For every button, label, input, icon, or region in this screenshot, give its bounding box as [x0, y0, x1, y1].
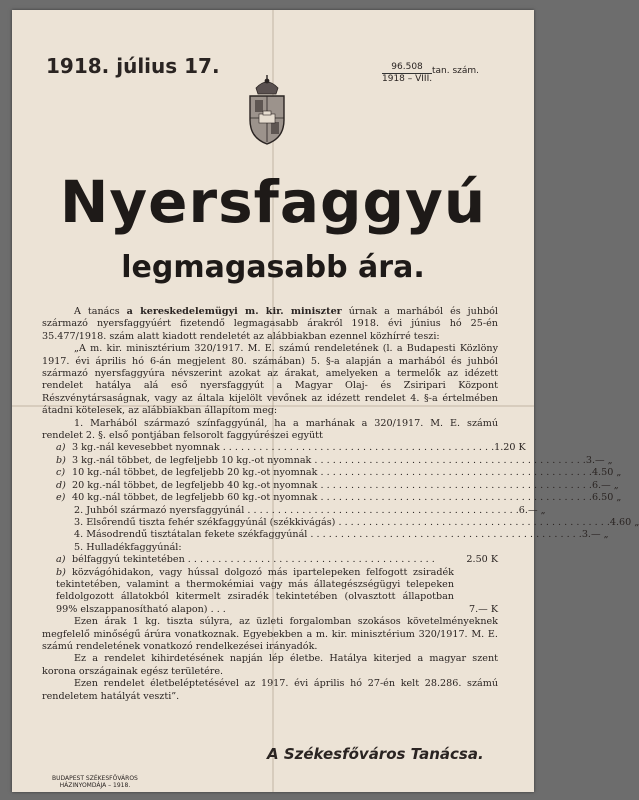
printer-imprint: [52, 775, 138, 789]
item-1: 1. Marhából származó színfaggyúnál, ha a marhának a 320/1917. M. E. számú rendelet 2. §. első pontjában felsorolt faggyúrészei együtt: [42, 417, 498, 442]
intro-text-1: A tanács: [74, 306, 127, 317]
item-text: 3. Elsőrendű tiszta fehér székfaggyúnál (székkivágás): [74, 516, 336, 528]
item-text: 2. Juhból származó nyersfaggyúnál: [74, 504, 245, 516]
item-letter: d): [56, 479, 66, 491]
item-price: 1.20 K: [494, 442, 526, 454]
printer-line-1: BUDAPEST SZÉKESFŐVÁROS: [52, 775, 138, 782]
item-letter: a): [56, 554, 66, 566]
price-row-3: 3. Elsőrendű tiszta fehér székfaggyúnál (székkivágás) . . . . . . . . . . . . . . . . . . . . . . . . . . . . . . . . . . . . . . . . . . . . . 4.60 „: [74, 516, 639, 528]
price-row-1-4: e) 40 kg.-nál többet, de legfeljebb 60 kg.-ot nyomnak . . . . . . . . . . . . . . . . . . . . . . . . . . . . . . . . . . . . . . . . . . . . . 6.50 „: [56, 492, 622, 504]
poster-sheet: [12, 10, 639, 792]
price-row-5b: b) közvágóhidakon, vagy hússal dolgozó más ipartelepeken felfogott zsiradék tekintetében, valamint a thermokémiai vagy más állategészségügyi telepeken feldolgozott állatokból kitermelt zsiradék tekintetében (olvasztott állapotban 99% elszappanosítható alapon) . . . 7.— K: [56, 566, 498, 615]
intro-text-2: úrnak a marhából és juhból származó nyersfaggyúért fizetendő legmagasabb árakról 1918. évi június hó 25-én 35.477/1918. szám alatt kiadott rendeletét az alábbiakban ezennel közhírré teszi:: [42, 306, 498, 342]
item-price: 6.— „: [518, 504, 546, 516]
quote-paragraph: „A m. kir. minisztérium 320/1917. M. E. számú rendeletének (l. a Budapesti Közlöny 1917. évi április hó 6-án megjelent 80. számában) 5. §-a alapján a marhából és juhból származó nyersfaggyúra névszerint azokat az árakat, amelyeken a termelők az idézett rendelet hatálya alá eső nyersfaggyút a Magyar Olaj- és Zsiripari Központ Részvénytársaságnak, vagy az általa kijelölt vevőnek az idézett rendelet 4. §-a értelmében átadni kötelesek, az alábbiakban állapítom meg:: [42, 343, 498, 417]
item-price: 6.— „: [591, 479, 619, 491]
decree-text: [42, 306, 639, 703]
reference-number-top: 96.508: [382, 62, 432, 74]
item-letter: e): [56, 492, 66, 504]
price-row-5a: a) bélfaggyú tekintetében . . . . . . . . . . . . . . . . . . . . . . . . . . . . . . . . . . . . . . . . . 2.50 K: [56, 554, 498, 566]
item-text: 10 kg.-nál többet, de legfeljebb 20 kg.-ot nyomnak: [72, 467, 318, 479]
item-price: 7.— K: [469, 603, 498, 615]
paragraph-validity: Ezen árak 1 kg. tiszta súlyra, az üzleti forgalomban szokásos követelményeknek megfelelő minőségű árúra vonatkoznak. Egyebekben a m. kir. minisztérium 320/1917. M. E. számú rendeletének vonatkozó rendelkezései irányadók.: [42, 616, 498, 652]
price-list-main: [42, 504, 639, 542]
item-5: 5. Hulladékfaggyúnál:: [74, 541, 182, 553]
poster-subtitle: legmagasabb ára.: [121, 250, 425, 285]
item-text: 40 kg.-nál többet, de legfeljebb 60 kg.-ot nyomnak: [72, 492, 318, 504]
item-letter: c): [56, 467, 66, 479]
coat-of-arms-icon: [244, 74, 290, 146]
item-letter: b): [56, 566, 66, 578]
item-text: bélfaggyú tekintetében: [72, 554, 185, 566]
price-row-4: 4. Másodrendű tisztátalan fekete székfaggyúnál . . . . . . . . . . . . . . . . . . . . . . . . . . . . . . . . . . . . . . . . . . . . . 3.— „: [74, 529, 609, 541]
intro-bold-text: a kereskedelemügyi m. kir. miniszter: [126, 306, 342, 317]
item-text: 3 kg.-nál többet, de legfeljebb 10 kg.-ot nyomnak: [72, 454, 312, 466]
price-row-1-1: b) 3 kg.-nál többet, de legfeljebb 10 kg.-ot nyomnak . . . . . . . . . . . . . . . . . . . . . . . . . . . . . . . . . . . . . . . . . . . . . 3.— „: [56, 454, 613, 466]
paragraph-effective: Ez a rendelet kihirdetésének napján lép életbe. Hatálya kiterjed a magyar szent korona országainak egész területére.: [42, 653, 498, 677]
price-row-1-0: a) 3 kg.-nál kevesebbet nyomnak . . . . . . . . . . . . . . . . . . . . . . . . . . . . . . . . . . . . . . . . . . . . . 1.20 K: [56, 442, 526, 454]
price-list-beef: [42, 442, 622, 504]
printer-line-2: HÁZINYOMDÁJA – 1918.: [59, 782, 131, 789]
item-price: 3.— „: [585, 454, 613, 466]
item-price: 2.50 K: [466, 554, 498, 566]
signature: A Székesfőváros Tanácsa.: [267, 745, 484, 763]
poster-date: 1918. július 17.: [46, 54, 220, 78]
price-row-2: 2. Juhból származó nyersfaggyúnál . . . . . . . . . . . . . . . . . . . . . . . . . . . . . . . . . . . . . . . . . . . . . 6.— „: [74, 504, 546, 516]
reference-number-bottom: 1918 – VIII.: [382, 74, 433, 84]
reference-label: tan. szám.: [432, 66, 480, 76]
item-letter: a): [56, 442, 66, 454]
paragraph-repeal: Ezen rendelet életbeléptetésével az 1917. évi április hó 27-én kelt 28.286. számú rendeletem hatályát veszti”.: [42, 678, 498, 702]
item-text: közvágóhidakon, vagy hússal dolgozó más ipartelepeken felfogott zsiradék tekintetében, valamint a thermokémiai vagy más állategészségügyi telepeken feldolgozott állatokból kitermelt zsiradék tekintetében (olvasztott állapotban 99% elszappanosítható alapon): [56, 566, 454, 615]
item-text: 20 kg.-nál többet, de legfeljebb 40 kg.-ot nyomnak: [72, 479, 318, 491]
item-price: 4.50 „: [591, 467, 622, 479]
price-row-1-3: d) 20 kg.-nál többet, de legfeljebb 40 kg.-ot nyomnak . . . . . . . . . . . . . . . . . . . . . . . . . . . . . . . . . . . . . . . . . . . . . 6.— „: [56, 479, 619, 491]
item-price: 6.50 „: [591, 492, 622, 504]
intro-paragraph: [42, 306, 498, 343]
item-text: 3 kg.-nál kevesebbet nyomnak: [72, 442, 220, 454]
item-price: 4.60 „: [609, 516, 639, 528]
price-row-1-2: c) 10 kg.-nál többet, de legfeljebb 20 kg.-ot nyomnak . . . . . . . . . . . . . . . . . . . . . . . . . . . . . . . . . . . . . . . . . . . . . 4.50 „: [56, 467, 622, 479]
item-letter: b): [56, 454, 66, 466]
item-price: 3.— „: [581, 529, 609, 541]
poster-title: Nyersfaggyú: [59, 168, 487, 236]
item-text: 4. Másodrendű tisztátalan fekete székfaggyúnál: [74, 529, 308, 541]
reference-number: [382, 62, 432, 85]
